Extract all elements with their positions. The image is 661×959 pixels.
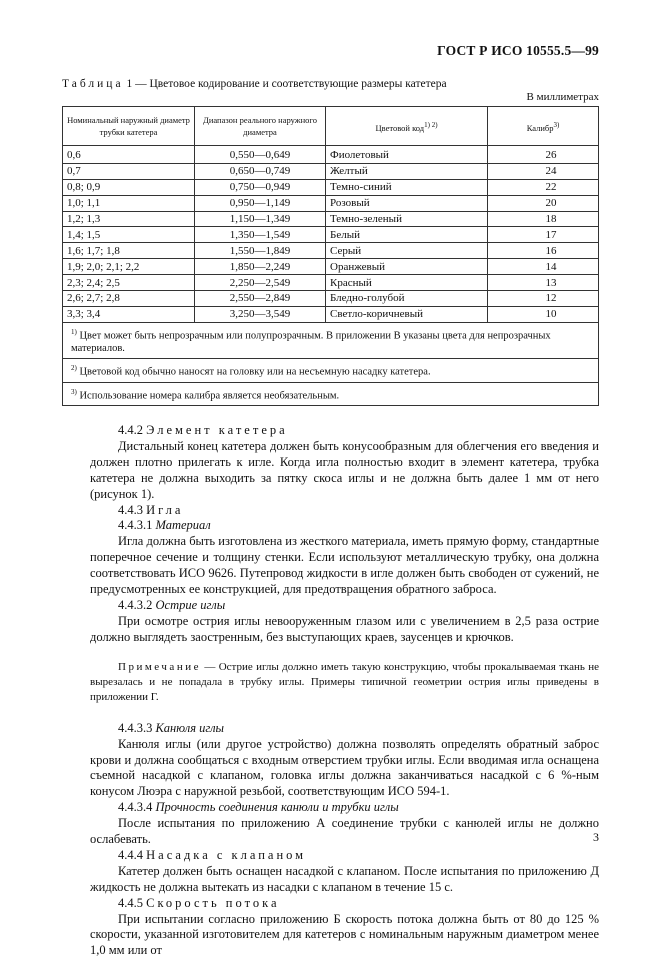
table-row: [63, 195, 599, 211]
table-caption-label: Таблица: [62, 78, 124, 90]
paragraph-4-4-2: Дистальный конец катетера должен быть конусообразным для облегчения его введения и должен плотно прилегать к игле. Когда игла полностью входит в элемент катетера, трубка катетера не должна выходить за пятку скоса иглы и не должна быть далее 1 мм от него (рисунок 1).: [90, 438, 599, 501]
cell-real-diameter-range: 2,550—2,849: [195, 291, 326, 307]
cell-real-diameter-range: 1,850—2,249: [195, 259, 326, 275]
cell-gauge: 26: [488, 146, 599, 164]
table-row: [63, 243, 599, 259]
table-caption: [62, 78, 447, 90]
cell-nominal-diameter: 1,2; 1,3: [63, 211, 195, 227]
cell-nominal-diameter: 0,6: [63, 146, 195, 164]
cell-nominal-diameter: 0,7: [63, 163, 195, 179]
cell-real-diameter-range: 0,950—1,149: [195, 195, 326, 211]
header-color-code: Цветовой код$^{1) 2)}$: [326, 107, 488, 146]
note-4-4-3-2: Примечание — Острие иглы должно иметь такую конструкцию, чтобы прокалываемая ткань не вырезалась и не попадала в трубку иглы. Примеры типичной геометрии острия иглы приведены в приложении Г.: [90, 660, 599, 703]
header-real-diameter-range: Диапазон реального наружного диаметра: [195, 107, 326, 146]
cell-nominal-diameter: 1,6; 1,7; 1,8: [63, 243, 195, 259]
cell-gauge: 13: [488, 275, 599, 291]
cell-color-code: Красный: [326, 275, 488, 291]
header-gauge: Калибр$^{3)}$: [488, 107, 599, 146]
heading-4-4-5: 4.4.5 Скорость потока: [118, 895, 280, 910]
cell-gauge: 20: [488, 195, 599, 211]
cell-gauge: 22: [488, 179, 599, 195]
cell-color-code: Фиолетовый: [326, 146, 488, 164]
cell-nominal-diameter: 0,8; 0,9: [63, 179, 195, 195]
cell-gauge: 24: [488, 163, 599, 179]
heading-4-4-3: 4.4.3 Игла: [118, 502, 184, 517]
cell-gauge: 10: [488, 306, 599, 322]
cell-color-code: Темно-зеленый: [326, 211, 488, 227]
page-number: 3: [593, 830, 599, 844]
cell-nominal-diameter: 3,3; 3,4: [63, 306, 195, 322]
paragraph-4-4-3-4: После испытания по приложению А соединение трубки с канюлей иглы не должно ослабевать.: [90, 816, 599, 847]
table-row: [63, 291, 599, 307]
cell-nominal-diameter: 1,9; 2,0; 2,1; 2,2: [63, 259, 195, 275]
main-text: [90, 423, 599, 959]
table-units: В миллиметрах: [526, 91, 599, 103]
cell-real-diameter-range: 2,250—2,549: [195, 275, 326, 291]
cell-nominal-diameter: 1,4; 1,5: [63, 227, 195, 243]
cell-color-code: Бледно-голубой: [326, 291, 488, 307]
footnote-1: $^{1)}$ Цвет может быть непрозрачным или полупрозрачным. В приложении В указаны цвета для непрозрачных материалов.: [63, 322, 599, 359]
cell-real-diameter-range: 1,350—1,549: [195, 227, 326, 243]
heading-4-4-3-4: 4.4.3.4 Прочность соединения канюли и трубки иглы: [118, 800, 399, 815]
heading-4-4-2: 4.4.2 Элемент катетера: [118, 423, 288, 437]
cell-nominal-diameter: 1,0; 1,1: [63, 195, 195, 211]
header-nominal-diameter: Номинальный наружный диаметр трубки катетера: [63, 107, 195, 146]
cell-real-diameter-range: 0,550—0,649: [195, 146, 326, 164]
paragraph-4-4-3-2: При осмотре острия иглы невооруженным глазом или с увеличением в 2,5 раза острие должно выглядеть заостренным, без выступающих краев, заусенцев и крючков.: [90, 613, 599, 644]
cell-color-code: Розовый: [326, 195, 488, 211]
cell-real-diameter-range: 1,550—1,849: [195, 243, 326, 259]
table-row: [63, 227, 599, 243]
paragraph-4-4-3-1: Игла должна быть изготовлена из жесткого материала, иметь прямую форму, стандартные поперечное сечение и толщину стенки. Если используют металлическую трубку, она должна соответствовать ИСО 9626. Путепровод жидкости в игле должен быть свободен от сужений, не предусмотренных ее конструкцией, для предотвращения обратного заброса.: [90, 534, 599, 597]
paragraph-4-4-3-3: Канюля иглы (или другое устройство) должна позволять определять обратный заброс крови и должна сообщаться с входным отверстием трубки иглы. Если вводимая игла оснащена съемной насадкой с клапаном, головка иглы должна заканчиваться насадкой с 6 %-ным конусом Люэра с наружной резьбой, соответствующим ИСО 594-1.: [90, 736, 599, 799]
cell-gauge: 18: [488, 211, 599, 227]
table-caption-text: 1 — Цветовое кодирование и соответствующие размеры катетера: [126, 78, 447, 90]
cell-nominal-diameter: 2,3; 2,4; 2,5: [63, 275, 195, 291]
table-row: [63, 275, 599, 291]
cell-color-code: Оранжевый: [326, 259, 488, 275]
heading-4-4-3-1: 4.4.3.1 Материал: [118, 518, 211, 533]
table-row: [63, 259, 599, 275]
paragraph-4-4-5: При испытании согласно приложению Б скорость потока должна быть от 80 до 125 % скорости, указанной изготовителем для катетеров с номинальным наружным диаметром менее 1,0 мм или от: [90, 911, 599, 958]
heading-4-4-3-3: 4.4.3.3 Канюля иглы: [118, 720, 225, 735]
cell-color-code: Серый: [326, 243, 488, 259]
cell-gauge: 16: [488, 243, 599, 259]
table-row: [63, 179, 599, 195]
footnote-2: $^{2)}$ Цветовой код обычно наносят на головку или на несъемную насадку катетера.: [63, 359, 599, 383]
heading-4-4-4: 4.4.4 Насадка с клапаном: [118, 847, 307, 862]
table-row: [63, 146, 599, 164]
cell-real-diameter-range: 0,750—0,949: [195, 179, 326, 195]
standard-designation: ГОСТ Р ИСО 10555.5—99: [437, 43, 599, 58]
table-row: [63, 211, 599, 227]
cell-real-diameter-range: 0,650—0,749: [195, 163, 326, 179]
paragraph-4-4-4: Катетер должен быть оснащен насадкой с клапаном. После испытания по приложению Д жидкость не должна вытекать из насадки с клапаном в течение 15 с.: [90, 863, 599, 894]
footnote-3: $^{3)}$ Использование номера калибра является необязательным.: [63, 382, 599, 406]
cell-real-diameter-range: 3,250—3,549: [195, 306, 326, 322]
cell-nominal-diameter: 2,6; 2,7; 2,8: [63, 291, 195, 307]
cell-gauge: 12: [488, 291, 599, 307]
cell-color-code: Светло-коричневый: [326, 306, 488, 322]
cell-color-code: Белый: [326, 227, 488, 243]
cell-color-code: Темно-синий: [326, 179, 488, 195]
cell-gauge: 14: [488, 259, 599, 275]
cell-gauge: 17: [488, 227, 599, 243]
cell-color-code: Желтый: [326, 163, 488, 179]
table-row: [63, 306, 599, 322]
table-row: [63, 163, 599, 179]
cell-real-diameter-range: 1,150—1,349: [195, 211, 326, 227]
heading-4-4-3-2: 4.4.3.2 Острие иглы: [118, 597, 226, 612]
color-coding-table: [62, 106, 599, 406]
